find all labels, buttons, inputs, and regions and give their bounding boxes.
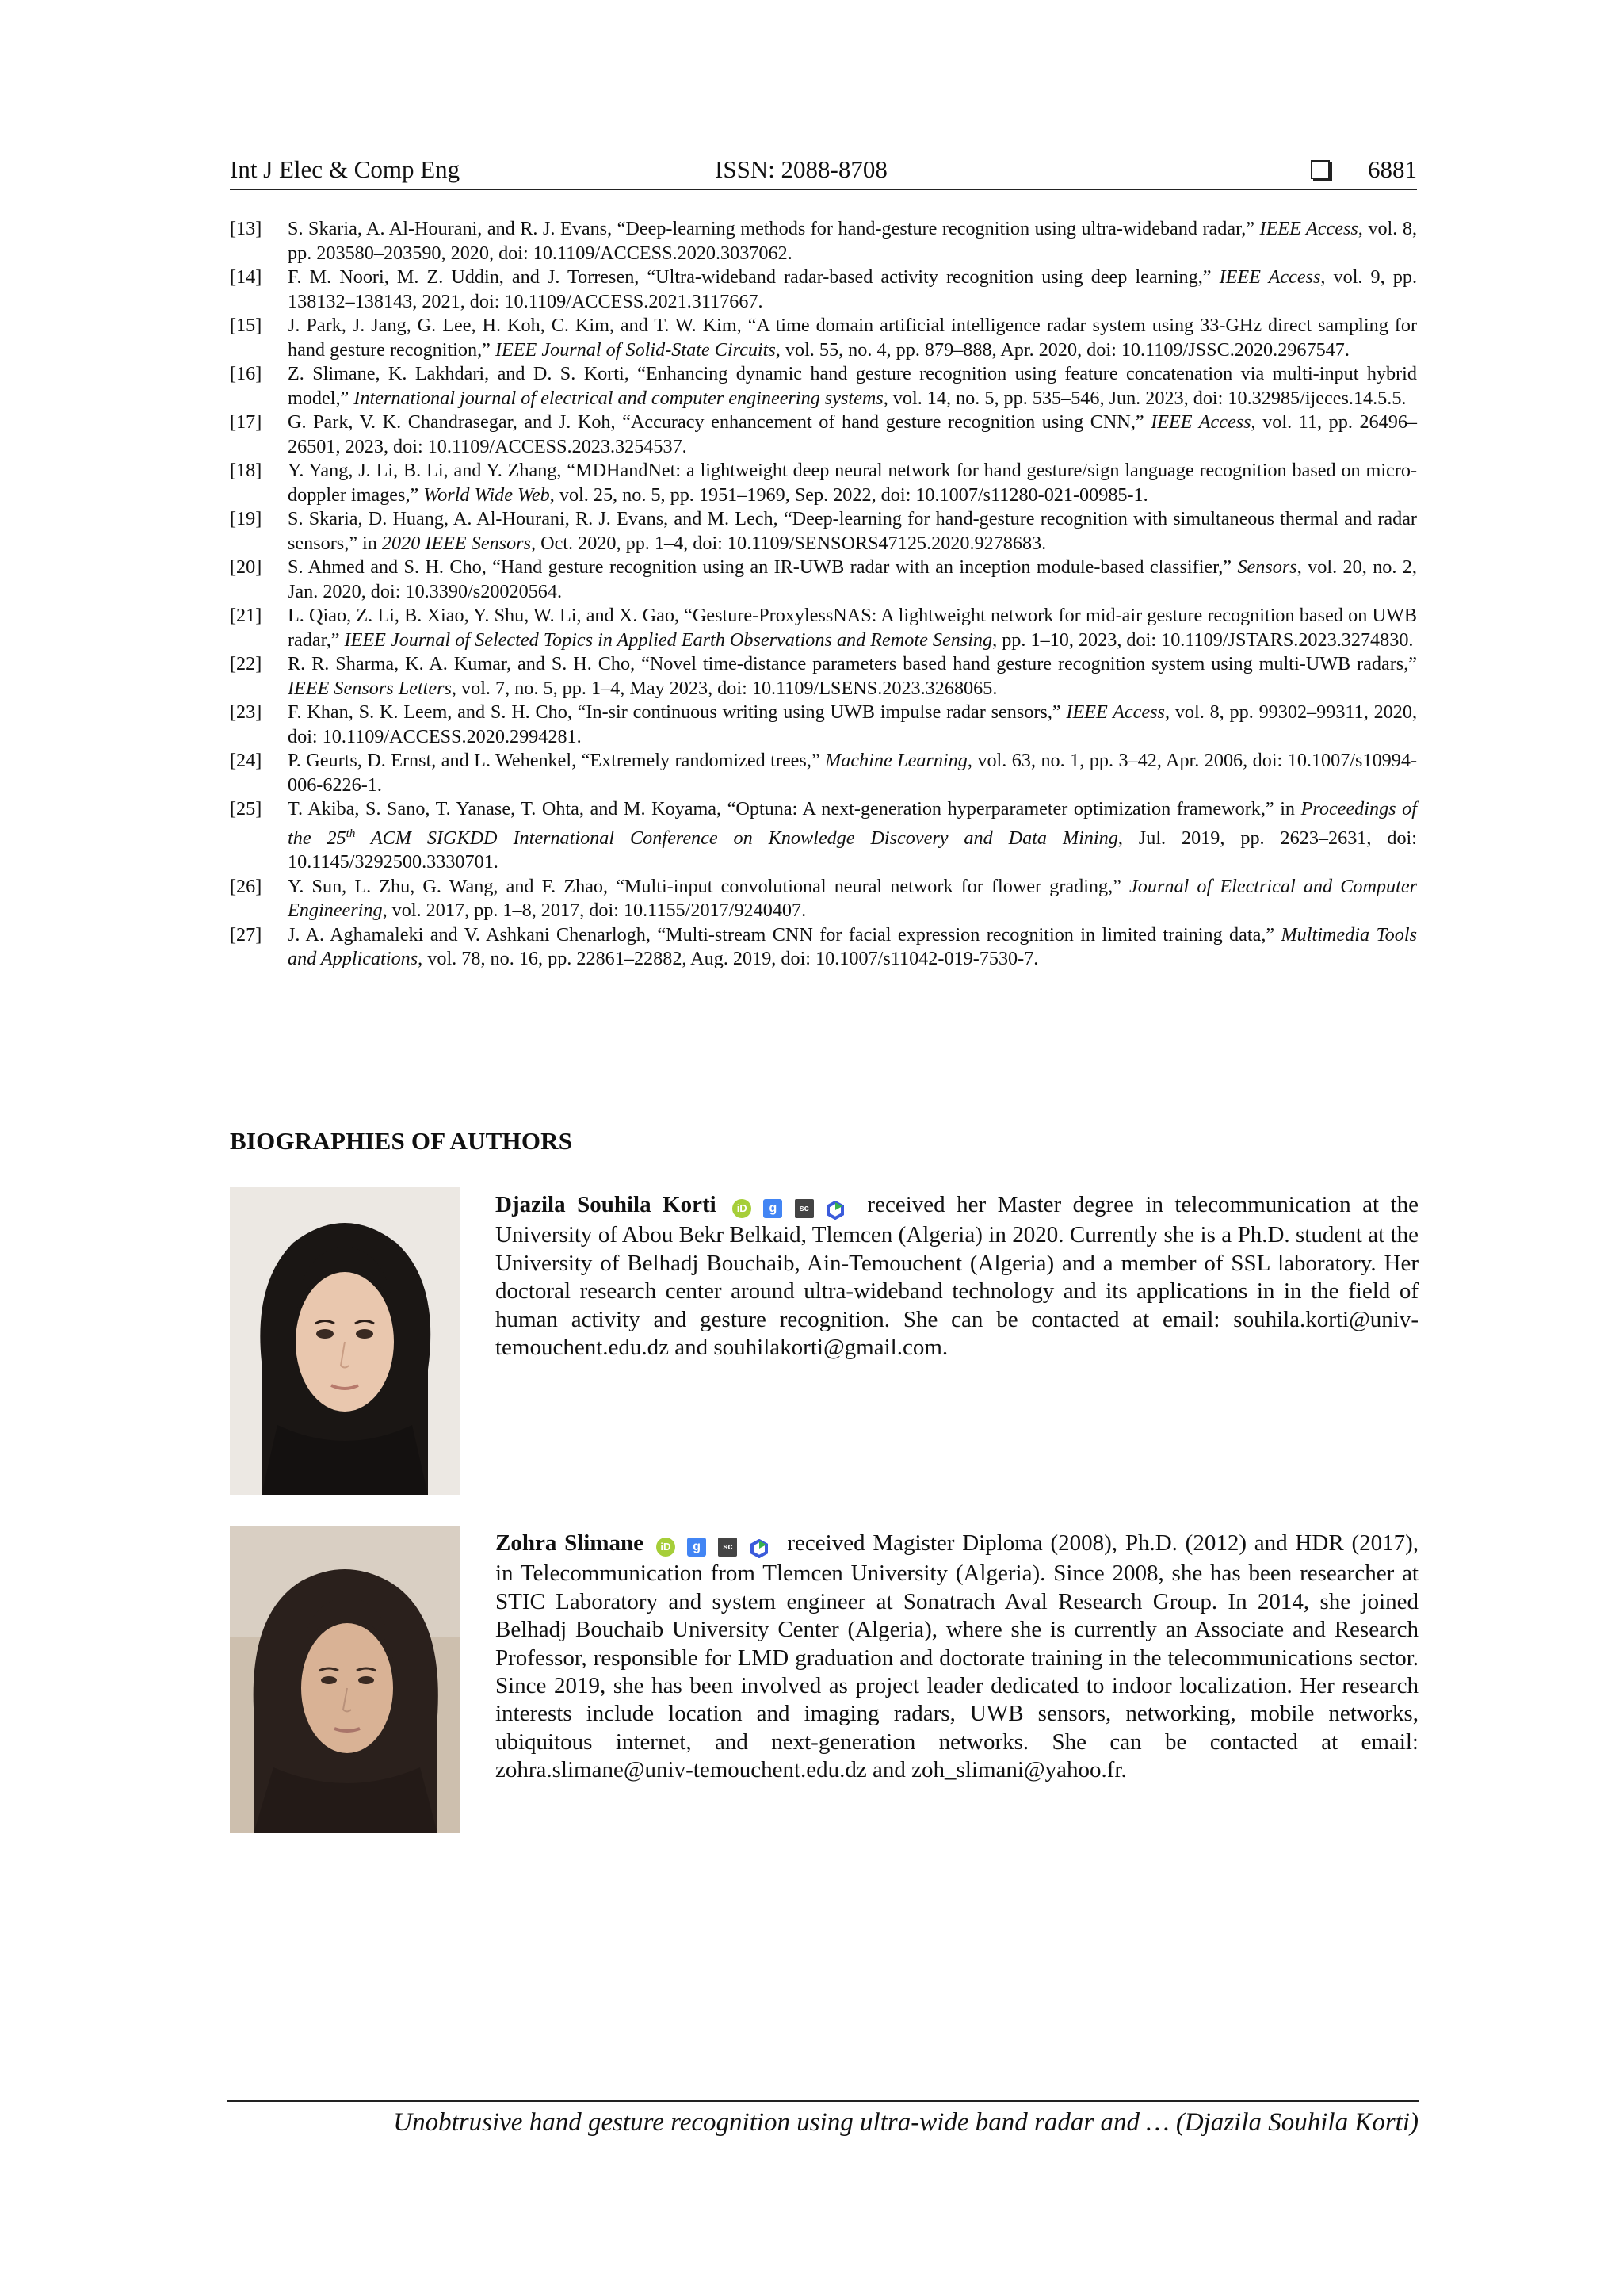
reference-venue: Sensors xyxy=(1237,556,1297,578)
reference-item xyxy=(230,923,1417,972)
reference-item xyxy=(230,875,1417,923)
reference-venue: IEEE Access xyxy=(1259,218,1358,239)
reference-details: , vol. 63, no. 1, pp. 3–42, Apr. 2006, doi: 10.1007/s10994-006-6226-1. xyxy=(288,750,1417,796)
reference-details: , vol. 11, pp. 26496–26501, 2023, doi: 10.1109/ACCESS.2023.3254537. xyxy=(288,411,1418,457)
reference-item xyxy=(230,411,1417,459)
reference-text: Y. Yang, J. Li, B. Li, and Y. Zhang, “MDHandNet: a lightweight deep neural network for hand gesture/sign language recognition based on micro-doppler images,” xyxy=(288,460,1417,506)
reference-item xyxy=(230,556,1417,604)
reference-details: , Oct. 2020, pp. 1–4, doi: 10.1109/SENSORS47125.2020.9278683. xyxy=(531,532,1047,554)
publons-icon[interactable] xyxy=(750,1538,769,1557)
reference-details: , pp. 1–10, 2023, doi: 10.1109/JSTARS.2023.3274830. xyxy=(992,628,1414,651)
reference-text: S. Ahmed and S. H. Cho, “Hand gesture recognition using an IR-UWB radar with an inception module-based classifier,” xyxy=(288,556,1238,578)
orcid-icon[interactable]: iD xyxy=(732,1199,751,1218)
author-name: Djazila Souhila Korti xyxy=(495,1192,716,1217)
reference-details: , vol. 7, no. 5, pp. 1–4, May 2023, doi: 10.1109/LSENS.2023.3268065. xyxy=(451,677,998,699)
reference-text: Y. Sun, L. Zhu, G. Wang, and F. Zhao, “Multi-input convolutional neural network for flower grading,” xyxy=(288,875,1130,897)
author-bio-text: received Magister Diploma (2008), Ph.D. (2012) and HDR (2017), in Telecommunication from Tlemcen University (Algeria). Since 2008, she has been researcher at STIC Laboratory and system engineer at Sonatrach Aval Research Group. In 2014, she joined Belhadj Bouchaib University Center (Algeria), where she is currently an Associate and Research Professor, responsible for LMD graduation and doctorate training in the telecommunications sector. Since 2019, she has been involved as project leader dedicated to indoor localization. Her research interests include location and imaging radars, UWB sensors, networking, mobile networks, ubiquitous internet, and next-generation networks. She can be contacted at email: zohra.slimane@univ-temouchent.edu.dz and zoh_slimani@yahoo.fr. xyxy=(495,1530,1419,1783)
reference-item xyxy=(230,362,1417,411)
running-title: Unobtrusive hand gesture recognition using ultra-wide band radar and … (Djazila Souhila Korti) xyxy=(393,2108,1419,2137)
reference-number: [22] xyxy=(230,653,262,674)
reference-number: [24] xyxy=(230,750,262,771)
reference-details: , Jul. 2019, pp. 2623–2631, doi: 10.1145/3292500.3330701. xyxy=(288,827,1417,873)
reference-details: , vol. 14, no. 5, pp. 535–546, Jun. 2023, doi: 10.32985/ijeces.14.5.5. xyxy=(883,387,1407,409)
author-bio xyxy=(495,1530,1419,1785)
footer-divider xyxy=(227,2100,1419,2102)
reference-venue: IEEE Access xyxy=(1066,701,1165,723)
reference-text: R. R. Sharma, K. A. Kumar, and S. H. Cho, “Novel time-distance parameters based hand gesture recognition system using multi-UWB radars,” xyxy=(288,653,1417,674)
author-photo xyxy=(230,1187,460,1495)
author-bio-text: received her Master degree in telecommunication at the University of Abou Bekr Belkaid, Tlemcen (Algeria) in 2020. Currently she is a Ph.D. student at the University of Belhadj Bouchaib, Ain-Temouchent (Algeria) and a member of SSL laboratory. Her doctoral research center around ultra-wideband technology and its applications in in the field of human activity and gesture recognition. She can be contacted at email: souhila.korti@univ-temouchent.edu.dz and souhilakorti@gmail.com. xyxy=(495,1192,1419,1361)
reference-item xyxy=(230,314,1417,362)
reference-details: , vol. 2017, pp. 1–8, 2017, doi: 10.1155/2017/9240407. xyxy=(382,900,807,922)
reference-item xyxy=(230,797,1417,875)
checkbox-icon xyxy=(1311,160,1330,179)
reference-text: S. Skaria, D. Huang, A. Al-Hourani, R. J. Evans, and M. Lech, “Deep-learning for hand-gesture recognition with simultaneous thermal and radar sensors,” in xyxy=(288,508,1417,554)
reference-number: [23] xyxy=(230,701,262,723)
author-bio xyxy=(495,1191,1419,1362)
reference-number: [21] xyxy=(230,605,262,626)
reference-venue: Journal of Electrical and Computer Engineering xyxy=(288,875,1417,922)
reference-number: [18] xyxy=(230,460,262,481)
reference-number: [27] xyxy=(230,923,262,946)
reference-venue: IEEE Journal of Solid-State Circuits xyxy=(495,338,776,361)
publons-icon[interactable] xyxy=(826,1199,845,1218)
google-scholar-icon[interactable]: g xyxy=(687,1538,706,1557)
issn-label: ISSN: 2088-8708 xyxy=(715,155,888,183)
reference-venue: 2020 IEEE Sensors xyxy=(381,532,532,554)
reference-item xyxy=(230,266,1417,314)
reference-venue: IEEE Sensors Letters xyxy=(288,677,452,699)
reference-venue: World Wide Web xyxy=(423,483,550,506)
reference-text: J. Park, J. Jang, G. Lee, H. Koh, C. Kim, and T. W. Kim, “A time domain artificial intelligence radar system using 33-GHz direct sampling for hand gesture recognition,” xyxy=(288,315,1417,361)
reference-text: J. A. Aghamaleki and V. Ashkani Chenarlogh, “Multi-stream CNN for facial expression recognition in limited training data,” xyxy=(288,923,1281,946)
reference-number: [19] xyxy=(230,508,262,529)
reference-venue: Multimedia Tools and Applications xyxy=(288,923,1417,970)
author-photo xyxy=(230,1526,460,1833)
reference-text: F. M. Noori, M. Z. Uddin, and J. Torresen, “Ultra-wideband radar-based activity recognition using deep learning,” xyxy=(288,266,1220,288)
author-profile-icons xyxy=(732,1194,851,1221)
ordinal-suffix: th xyxy=(346,827,356,840)
reference-number: [20] xyxy=(230,556,262,578)
reference-venue: Machine Learning xyxy=(825,750,968,771)
reference-item xyxy=(230,507,1417,556)
author-profile-icons xyxy=(656,1532,775,1560)
biographies-heading: BIOGRAPHIES OF AUTHORS xyxy=(230,1127,573,1155)
reference-venue: Proceedings of the 25th ACM SIGKDD International Conference on Knowledge Discovery and Data Mining xyxy=(288,798,1417,849)
reference-number: [25] xyxy=(230,798,262,819)
scopus-icon[interactable]: sc xyxy=(795,1199,814,1218)
reference-item xyxy=(230,217,1417,266)
reference-venue: IEEE Access xyxy=(1151,411,1251,433)
reference-text: S. Skaria, A. Al-Hourani, and R. J. Evans, “Deep-learning methods for hand-gesture recognition using ultra-wideband radar,” xyxy=(288,218,1260,239)
reference-item xyxy=(230,604,1417,652)
reference-details: , vol. 8, pp. 99302–99311, 2020, doi: 10.1109/ACCESS.2020.2994281. xyxy=(288,701,1417,747)
reference-list xyxy=(230,217,1417,972)
reference-item xyxy=(230,459,1417,507)
reference-details: , vol. 25, no. 5, pp. 1951–1969, Sep. 2022, doi: 10.1007/s11280-021-00985-1. xyxy=(549,483,1148,506)
reference-number: [13] xyxy=(230,218,262,239)
reference-details: , vol. 20, no. 2, Jan. 2020, doi: 10.3390/s20020564. xyxy=(288,556,1417,602)
google-scholar-icon[interactable]: g xyxy=(763,1199,782,1218)
scopus-icon[interactable]: sc xyxy=(718,1538,737,1557)
reference-number: [14] xyxy=(230,266,262,288)
reference-venue: International journal of electrical and computer engineering systems xyxy=(353,387,884,409)
reference-text: L. Qiao, Z. Li, B. Xiao, Y. Shu, W. Li, and X. Gao, “Gesture-ProxylessNAS: A lightweight network for mid-air gesture recognition based on UWB radar,” xyxy=(288,605,1417,651)
reference-venue: IEEE Journal of Selected Topics in Applied Earth Observations and Remote Sensing xyxy=(344,628,993,651)
reference-number: [15] xyxy=(230,315,262,336)
page-header xyxy=(230,155,1417,190)
reference-number: [26] xyxy=(230,875,262,897)
reference-details: , vol. 9, pp. 138132–138143, 2021, doi: 10.1109/ACCESS.2021.3117667. xyxy=(288,266,1417,312)
reference-item xyxy=(230,652,1417,701)
reference-venue: IEEE Access xyxy=(1219,266,1321,288)
reference-details: , vol. 78, no. 16, pp. 22861–22882, Aug. 2019, doi: 10.1007/s11042-019-7530-7. xyxy=(418,948,1039,970)
reference-number: [17] xyxy=(230,411,262,433)
reference-text: G. Park, V. K. Chandrasegar, and J. Koh, “Accuracy enhancement of hand gesture recognition using CNN,” xyxy=(288,411,1151,433)
reference-details: , vol. 55, no. 4, pp. 879–888, Apr. 2020, doi: 10.1109/JSSC.2020.2967547. xyxy=(775,338,1350,361)
reference-text: Z. Slimane, K. Lakhdari, and D. S. Korti, “Enhancing dynamic hand gesture recognition using feature concatenation via multi-input hybrid model,” xyxy=(288,363,1417,409)
author-name: Zohra Slimane xyxy=(495,1530,644,1556)
reference-item xyxy=(230,701,1417,749)
orcid-icon[interactable]: iD xyxy=(656,1538,675,1557)
reference-item xyxy=(230,749,1417,797)
reference-details: , vol. 8, pp. 203580–203590, 2020, doi: 10.1109/ACCESS.2020.3037062. xyxy=(288,218,1417,264)
reference-text: P. Geurts, D. Ernst, and L. Wehenkel, “Extremely randomized trees,” xyxy=(288,750,826,771)
reference-number: [16] xyxy=(230,363,262,384)
page-number: 6881 xyxy=(1368,155,1417,183)
reference-text: T. Akiba, S. Sano, T. Yanase, T. Ohta, and M. Koyama, “Optuna: A next-generation hyperparameter optimization framework,” in xyxy=(288,798,1301,819)
journal-name: Int J Elec & Comp Eng xyxy=(230,155,460,183)
reference-text: F. Khan, S. K. Leem, and S. H. Cho, “In-sir continuous writing using UWB impulse radar sensors,” xyxy=(288,701,1067,723)
